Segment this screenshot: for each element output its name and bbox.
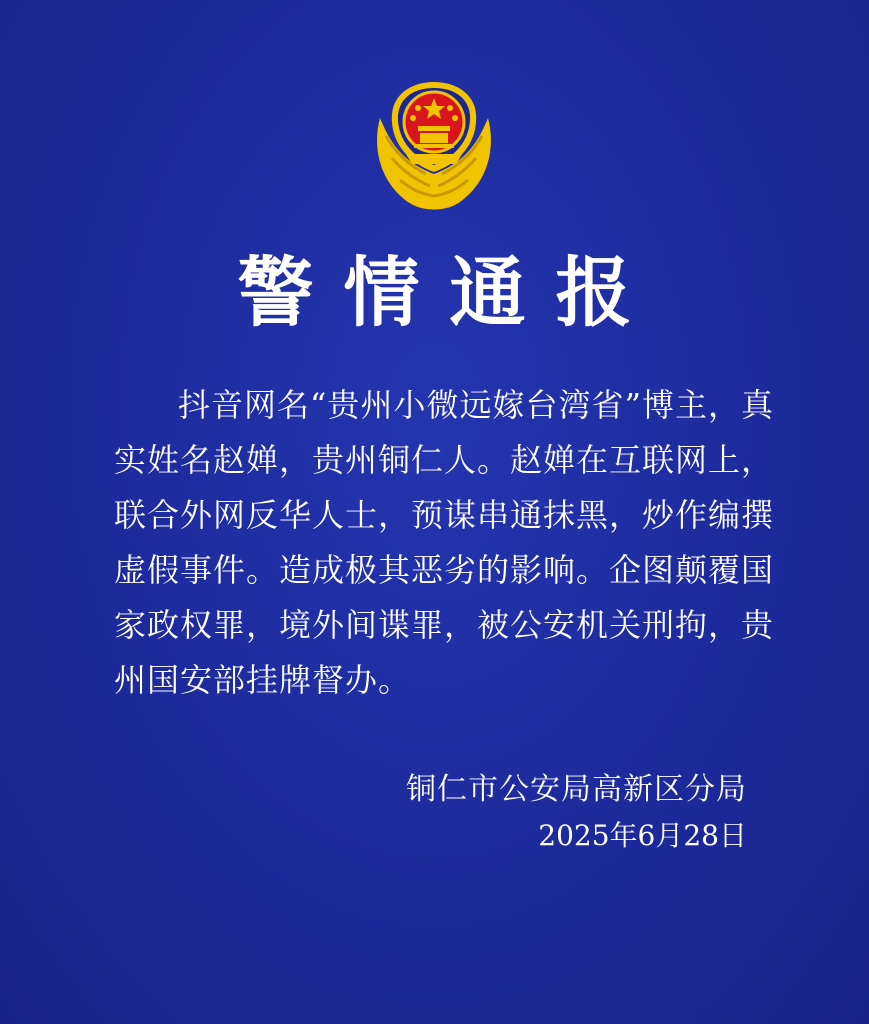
notice-title: 警情通报 xyxy=(237,248,662,337)
police-emblem-icon xyxy=(366,78,502,218)
issue-date: 2025年6月28日 xyxy=(538,819,747,852)
issuer-name: 铜仁市公安局高新区分局 xyxy=(406,772,747,807)
notice-body: 抖音网名“贵州小微远嫁台湾省”博主，真实姓名赵婵，贵州铜仁人。赵婵在互联网上，联合外网反华人士，预谋串通抹黑，炒作编撰虚假事件。造成极其恶劣的影响。企图颠覆国家政权罪，境外间谍罪，被公安机关刑拘，贵州国安部挂牌督办。 xyxy=(114,386,775,699)
